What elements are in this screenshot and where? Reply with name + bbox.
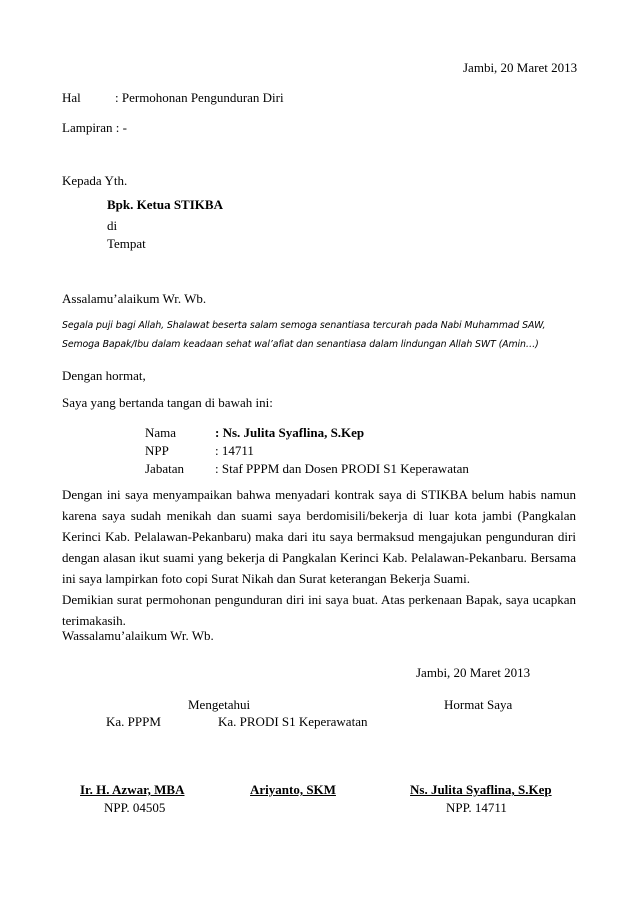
- ka-prodi: Ka. PRODI S1 Keperawatan: [218, 714, 368, 729]
- pembuka-line-1: Segala puji bagi Allah, Shalawat beserta salam semoga senantiasa tercurah pada Nabi Muhammad SAW,: [62, 320, 546, 331]
- signatory-name-2: Ariyanto, SKM: [250, 782, 336, 797]
- lampiran: Lampiran : -: [62, 120, 127, 135]
- identity-value-jabatan: : Staf PPPM dan Dosen PRODI S1 Keperawatan: [215, 461, 469, 476]
- signatory-name-1: Ir. H. Azwar, MBA: [80, 782, 185, 797]
- identity-value-nama: : Ns. Julita Syaflina, S.Kep: [215, 425, 365, 440]
- salam-close: Wassalamu’alaikum Wr. Wb.: [62, 628, 214, 643]
- hal-value: : Permohonan Pengunduran Diri: [115, 90, 284, 105]
- recipient-place: Tempat: [107, 236, 146, 251]
- intro-line: Saya yang bertanda tangan di bawah ini:: [62, 395, 273, 410]
- body-paragraph: Dengan ini saya menyampaikan bahwa menyadari kontrak saya di STIKBA belum habis namun karena saya sudah menikah dan suami saya berdomisili/bekerja di luar kota jambi (Pangkalan Kerinci Kab. Pelalawan-Pekanbaru) maka dari itu saya bermaksud mengajukan pengunduran diri dengan alasan ikut suami yang bekerja di Pangkalan Kerinci Kab. Pelalawan-Pekanbaru. Bersama ini saya lampirkan foto copi Surat Nikah dan Surat keterangan Bekerja Suami.: [62, 487, 576, 586]
- identity-label-nama: Nama: [145, 425, 177, 440]
- identity-label-npp: NPP: [145, 443, 169, 458]
- kepada: Kepada Yth.: [62, 173, 128, 188]
- letter-date-top: Jambi, 20 Maret 2013: [463, 60, 578, 75]
- ka-pppm: Ka. PPPM: [106, 714, 161, 729]
- recipient-di: di: [107, 218, 118, 233]
- mengetahui: Mengetahui: [188, 697, 251, 712]
- identity-label-jabatan: Jabatan: [145, 461, 184, 476]
- letter-date-bottom: Jambi, 20 Maret 2013: [416, 665, 531, 680]
- recipient: Bpk. Ketua STIKBA: [107, 197, 223, 212]
- hal-label: Hal: [62, 90, 81, 105]
- hormat-saya: Hormat Saya: [444, 697, 513, 712]
- identity-value-npp: : 14711: [215, 443, 254, 458]
- signatory-npp-3: NPP. 14711: [446, 800, 507, 815]
- signatory-npp-1: NPP. 04505: [104, 800, 166, 815]
- salam-open: Assalamu’alaikum Wr. Wb.: [62, 291, 207, 306]
- pembuka-line-2: Semoga Bapak/Ibu dalam keadaan sehat wal’afiat dan senantiasa dalam lindungan Allah SWT (Amin…): [62, 339, 539, 350]
- dengan-hormat: Dengan hormat,: [62, 368, 146, 383]
- signatory-name-3: Ns. Julita Syaflina, S.Kep: [410, 782, 552, 797]
- closing-paragraph: Demikian surat permohonan pengunduran diri ini saya buat. Atas perkenaan Bapak, saya ucapkan terimakasih.: [62, 592, 576, 628]
